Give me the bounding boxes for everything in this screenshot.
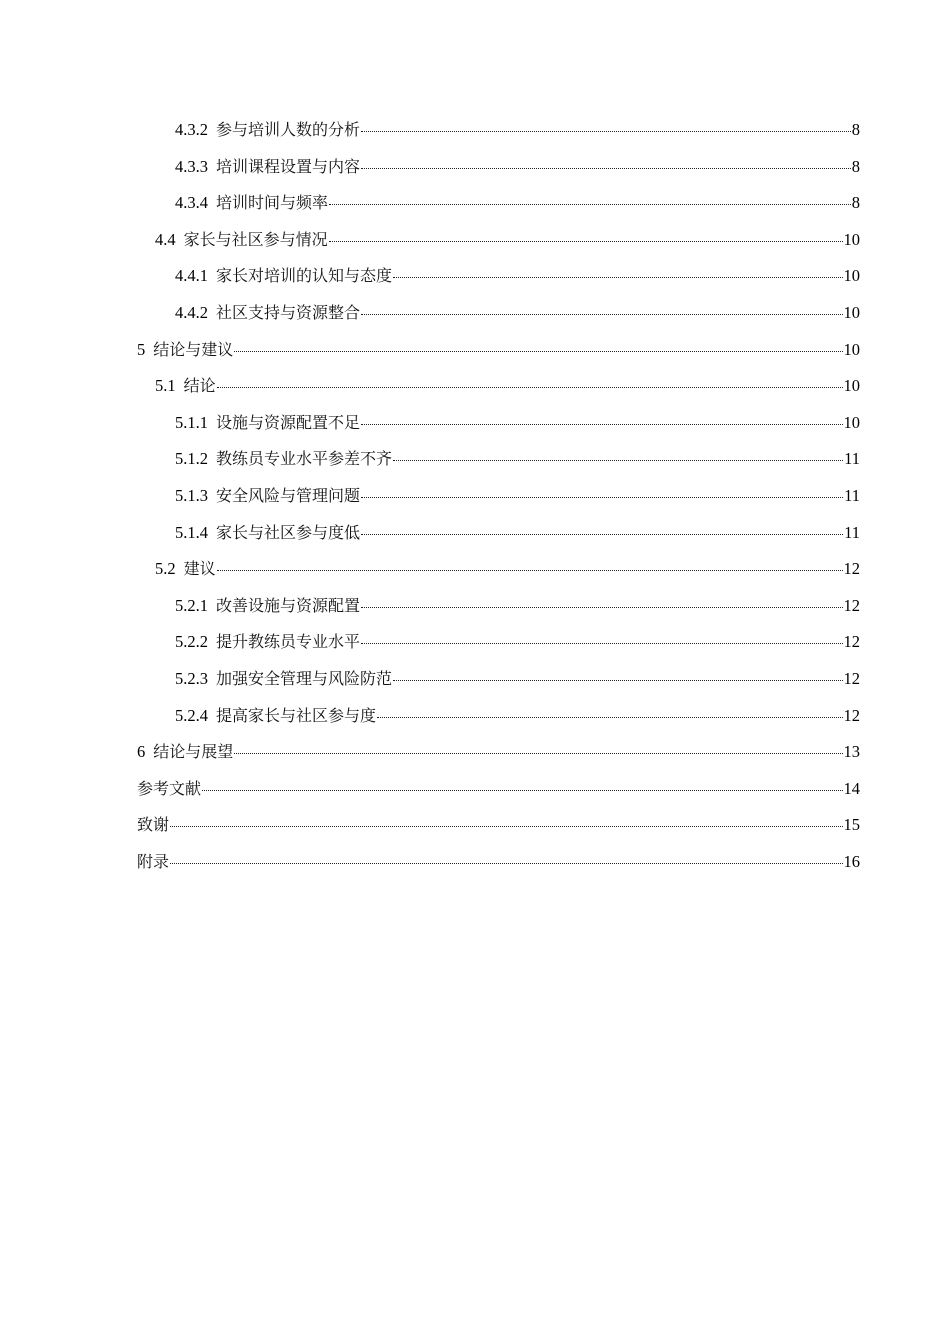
toc-dot-leader (361, 152, 851, 172)
toc-entry-page: 11 (844, 485, 860, 505)
toc-entry-title: 安全风险与管理问题 (216, 485, 361, 505)
toc-entry[interactable] (137, 371, 860, 408)
toc-entry[interactable] (137, 554, 860, 591)
toc-dot-leader (234, 335, 842, 355)
toc-entry-page: 12 (843, 705, 860, 725)
toc-dot-leader (361, 115, 851, 135)
toc-entry-title: 改善设施与资源配置 (216, 595, 361, 615)
toc-entry-number: 4.3.2 (175, 120, 208, 139)
toc-dot-leader (202, 774, 842, 794)
toc-entry-page: 8 (851, 193, 860, 213)
toc-entry[interactable] (137, 444, 860, 481)
toc-entry[interactable] (137, 664, 860, 701)
toc-entry-title: 家长与社区参与情况 (183, 229, 328, 249)
toc-entry-number: 5.2.3 (175, 668, 208, 688)
toc-entry-number: 5.1.3 (175, 485, 208, 505)
toc-entry[interactable] (137, 335, 860, 372)
toc-entry-title: 结论 (183, 376, 216, 396)
toc-entry-title: 提高家长与社区参与度 (216, 705, 377, 725)
toc-entry-number: 4.3.4 (175, 193, 208, 213)
toc-entry-number: 5.1.2 (175, 449, 208, 469)
toc-entry-number: 4.4.2 (175, 302, 208, 322)
toc-entry-number: 5.2.2 (175, 632, 208, 652)
toc-dot-leader (361, 298, 842, 318)
toc-dot-leader (361, 627, 842, 647)
toc-entry-page: 10 (843, 412, 860, 432)
toc-entry[interactable] (137, 518, 860, 555)
toc-entry-title: 结论与展望 (153, 742, 234, 762)
toc-entry-page: 11 (844, 522, 860, 542)
toc-entry-number: 5.2 (155, 559, 176, 579)
toc-dot-leader (393, 261, 842, 281)
toc-dot-leader (377, 701, 842, 721)
toc-dot-leader (234, 737, 842, 757)
toc-entry[interactable] (137, 481, 860, 518)
toc-dot-leader (361, 408, 842, 428)
toc-entry-page: 10 (843, 229, 860, 249)
toc-entry-page: 12 (843, 632, 860, 652)
toc-entry-page: 15 (843, 815, 860, 835)
toc-entry-page: 12 (843, 668, 860, 688)
toc-dot-leader (170, 847, 842, 867)
toc-entry-title: 家长对培训的认知与态度 (216, 266, 393, 286)
toc-entry-number: 4.3.3 (175, 156, 208, 176)
toc-dot-leader (217, 554, 843, 574)
toc-entry[interactable] (137, 627, 860, 664)
toc-entry[interactable] (137, 261, 860, 298)
toc-entry-page: 16 (843, 851, 860, 871)
toc-entry[interactable] (137, 847, 860, 884)
toc-entry-page: 10 (843, 339, 860, 359)
toc-dot-leader (170, 810, 842, 830)
toc-entry-page: 14 (843, 778, 860, 798)
toc-entry[interactable] (137, 225, 860, 262)
toc-entry-page: 8 (851, 156, 860, 176)
toc-entry-number: 5.2.4 (175, 705, 208, 725)
toc-entry[interactable] (137, 701, 860, 738)
toc-entry-title: 家长与社区参与度低 (216, 522, 361, 542)
toc-entry[interactable] (137, 737, 860, 774)
toc-dot-leader (361, 481, 843, 501)
toc-entry[interactable] (137, 188, 860, 225)
toc-entry-number: 4.4 (155, 229, 176, 249)
toc-entry-number: 5 (137, 339, 146, 359)
toc-entry-number: 5.1 (155, 376, 176, 396)
toc-entry-page: 8 (851, 120, 860, 139)
toc-entry-title: 致谢 (137, 815, 170, 835)
toc-entry-title: 参与培训人数的分析 (216, 120, 361, 139)
toc-entry[interactable] (137, 810, 860, 847)
toc-entry-page: 10 (843, 376, 860, 396)
toc-entry-page: 10 (843, 266, 860, 286)
toc-entry-title: 设施与资源配置不足 (216, 412, 361, 432)
toc-entry[interactable] (137, 298, 860, 335)
toc-dot-leader (393, 664, 842, 684)
toc-entry-number: 5.1.1 (175, 412, 208, 432)
toc-entry-title: 培训课程设置与内容 (216, 156, 361, 176)
toc-entry-title: 社区支持与资源整合 (216, 302, 361, 322)
toc-entry-number: 6 (137, 742, 146, 762)
toc-entry-page: 13 (843, 742, 860, 762)
toc-dot-leader (361, 518, 843, 538)
toc-dot-leader (393, 444, 843, 464)
table-of-contents (137, 115, 860, 883)
toc-entry-title: 结论与建议 (153, 339, 234, 359)
toc-entry[interactable] (137, 152, 860, 189)
toc-entry-title: 参考文献 (137, 778, 202, 798)
toc-entry-title: 培训时间与频率 (216, 193, 329, 213)
toc-entry-page: 12 (843, 559, 860, 579)
toc-entry-title: 提升教练员专业水平 (216, 632, 361, 652)
toc-dot-leader (329, 188, 851, 208)
toc-entry-title: 加强安全管理与风险防范 (216, 668, 393, 688)
toc-entry-title: 建议 (183, 559, 216, 579)
toc-dot-leader (329, 225, 843, 245)
toc-entry-number: 5.2.1 (175, 595, 208, 615)
toc-entry[interactable] (137, 408, 860, 445)
toc-entry-number: 5.1.4 (175, 522, 208, 542)
toc-entry-number: 4.4.1 (175, 266, 208, 286)
toc-entry-page: 11 (844, 449, 860, 469)
toc-entry[interactable] (137, 591, 860, 628)
toc-entry[interactable] (137, 774, 860, 811)
toc-entry-title: 附录 (137, 851, 170, 871)
toc-dot-leader (361, 591, 842, 611)
toc-entry[interactable] (137, 115, 860, 152)
toc-entry-page: 12 (843, 595, 860, 615)
toc-dot-leader (217, 371, 843, 391)
toc-entry-title: 教练员专业水平参差不齐 (216, 449, 393, 469)
toc-entry-page: 10 (843, 302, 860, 322)
